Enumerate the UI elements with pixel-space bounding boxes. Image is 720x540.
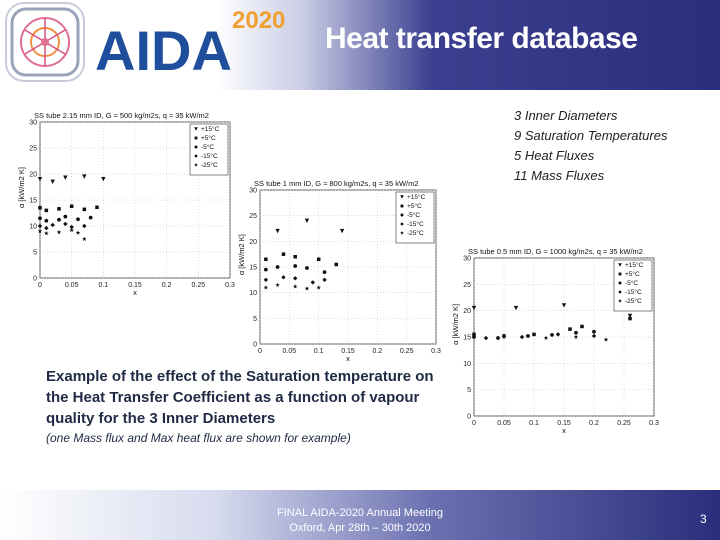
legend-label: -15°C: [625, 289, 642, 296]
data-point: [264, 268, 268, 272]
x-tick-label: 0.2: [372, 348, 383, 355]
x-tick-label: 0.1: [313, 348, 324, 355]
aida-logo: [0, 0, 300, 90]
legend-label: -5°C: [201, 144, 215, 151]
y-tick-label: 0: [253, 341, 257, 349]
data-point: [38, 206, 42, 210]
page-number: 3: [700, 512, 707, 526]
data-point: [45, 209, 49, 213]
y-tick-label: 20: [29, 171, 37, 179]
data-point: [63, 215, 67, 219]
legend-marker: [618, 281, 621, 284]
data-point: [317, 258, 321, 262]
legend-marker: [401, 205, 404, 208]
chart-title: SS tube 2.15 mm ID, G ≈ 500 kg/m2s, q ≈ 35 kW/m2: [34, 111, 209, 120]
legend-label: -25°C: [625, 298, 642, 305]
x-tick-label: 0.1: [98, 282, 109, 289]
data-point: [293, 255, 297, 259]
legend-label: +15°C: [201, 126, 220, 133]
logo-year: 2020: [232, 7, 286, 34]
x-tick-label: 0.1: [529, 420, 539, 427]
data-point: [496, 336, 500, 340]
data-point: [293, 264, 297, 268]
y-tick-label: 5: [33, 249, 37, 257]
logo-emblem-icon: [6, 3, 84, 81]
legend-label: -5°C: [625, 280, 639, 287]
chart-1mm: [232, 176, 452, 362]
data-point: [628, 317, 632, 321]
y-tick-label: 30: [249, 187, 257, 195]
legend-label: +15°C: [407, 194, 426, 201]
subcaption: (one Mass flux and Max heat flux are shown for example): [46, 431, 351, 445]
legend-marker: [195, 137, 198, 140]
x-tick-label: 0: [472, 420, 476, 427]
x-tick-label: 0.05: [497, 420, 511, 427]
data-point: [38, 216, 42, 220]
x-tick-label: 0: [258, 348, 262, 355]
caption: Example of the effect of the Saturation temperature on the Heat Transfer Coefficient as a function of vapour quality for the 3 Inner Diameters: [46, 368, 434, 427]
x-tick-label: 0.2: [589, 420, 599, 427]
data-point: [305, 266, 309, 270]
data-point: [568, 327, 572, 331]
footer-date: Oxford, Apr 28th – 30th 2020: [289, 522, 431, 534]
y-tick-label: 25: [463, 281, 471, 289]
y-axis-label: α [kW/m2 K]: [237, 234, 246, 276]
chart-title: SS tube 0.5 mm ID, G ≈ 1000 kg/m2s, q ≈ 35 kW/m2: [468, 247, 643, 256]
data-point: [335, 263, 339, 267]
data-point: [95, 206, 99, 210]
x-tick-label: 0.25: [191, 282, 206, 289]
data-point: [276, 265, 280, 269]
slide-title: Heat transfer database: [325, 22, 638, 55]
chart-05mm: [450, 244, 676, 434]
chart-title: SS tube 1 mm ID, G ≈ 800 kg/m2s, q ≈ 35 kW/m2: [254, 179, 419, 188]
x-tick-label: 0.2: [161, 282, 172, 289]
y-tick-label: 15: [29, 197, 37, 205]
x-axis-label: x: [346, 354, 350, 362]
y-tick-label: 15: [249, 264, 257, 272]
x-tick-label: 0.15: [341, 348, 355, 355]
fact-item: 3 Inner Diameters: [514, 108, 618, 123]
data-point: [264, 258, 268, 262]
x-tick-label: 0: [38, 282, 42, 289]
x-axis-label: x: [133, 288, 137, 297]
legend-label: +5°C: [625, 271, 640, 278]
y-tick-label: 0: [33, 275, 37, 283]
legend-label: +5°C: [201, 135, 216, 142]
x-tick-label: 0.3: [649, 420, 659, 427]
data-point: [44, 219, 48, 223]
y-tick-label: 10: [29, 223, 37, 231]
y-axis-label: α [kW/m2 K]: [17, 167, 26, 209]
y-tick-label: 25: [29, 145, 37, 153]
y-tick-label: 20: [463, 308, 471, 316]
data-point: [323, 270, 327, 274]
y-tick-label: 5: [253, 315, 257, 323]
x-tick-label: 0.15: [557, 420, 571, 427]
x-tick-label: 0.15: [128, 282, 142, 289]
legend-label: -15°C: [407, 221, 424, 228]
fact-item: 9 Saturation Temperatures: [514, 128, 668, 143]
x-tick-label: 0.25: [399, 348, 414, 355]
y-tick-label: 5: [467, 387, 471, 395]
y-tick-label: 25: [249, 213, 257, 221]
data-point: [574, 331, 578, 335]
x-tick-label: 0.25: [617, 420, 631, 427]
data-point: [83, 208, 87, 212]
data-point: [472, 335, 476, 339]
legend-marker: [400, 213, 403, 216]
data-point: [76, 217, 80, 221]
y-tick-label: 20: [249, 238, 257, 246]
data-point: [550, 333, 554, 337]
data-point: [57, 218, 61, 222]
data-point: [580, 325, 584, 329]
data-point: [70, 204, 74, 208]
footer-meeting: FINAL AIDA-2020 Annual Meeting: [277, 507, 443, 519]
fact-item: 5 Heat Fluxes: [514, 148, 595, 163]
legend-label: +5°C: [407, 203, 422, 210]
logo-text: AIDA: [95, 19, 232, 82]
y-tick-label: 30: [29, 119, 37, 127]
legend-marker: [194, 145, 197, 148]
chart-2mm: [14, 108, 254, 298]
data-point: [592, 330, 596, 334]
data-point: [89, 216, 93, 220]
facts-list: [514, 106, 667, 186]
y-axis-label: α [kW/m2 K]: [451, 303, 460, 345]
footer-text: [260, 506, 460, 536]
y-tick-label: 10: [249, 290, 257, 298]
y-tick-label: 15: [463, 334, 471, 342]
legend-label: +15°C: [625, 262, 644, 269]
x-tick-label: 0.3: [431, 348, 441, 355]
x-axis-label: x: [562, 426, 566, 434]
fact-item: 11 Mass Fluxes: [514, 168, 605, 183]
x-tick-label: 0.05: [282, 348, 297, 355]
data-point: [57, 207, 61, 211]
x-tick-label: 0.3: [225, 282, 235, 289]
legend-label: -25°C: [201, 162, 218, 169]
y-tick-label: 0: [467, 413, 471, 421]
data-point: [526, 334, 530, 338]
legend-label: -5°C: [407, 212, 421, 219]
legend-label: -25°C: [407, 230, 424, 237]
legend-label: -15°C: [201, 153, 218, 160]
y-tick-label: 10: [463, 360, 471, 368]
legend-marker: [619, 273, 622, 276]
data-point: [282, 252, 286, 256]
x-tick-label: 0.05: [64, 282, 79, 289]
data-point: [532, 333, 536, 337]
y-tick-label: 30: [463, 255, 471, 263]
